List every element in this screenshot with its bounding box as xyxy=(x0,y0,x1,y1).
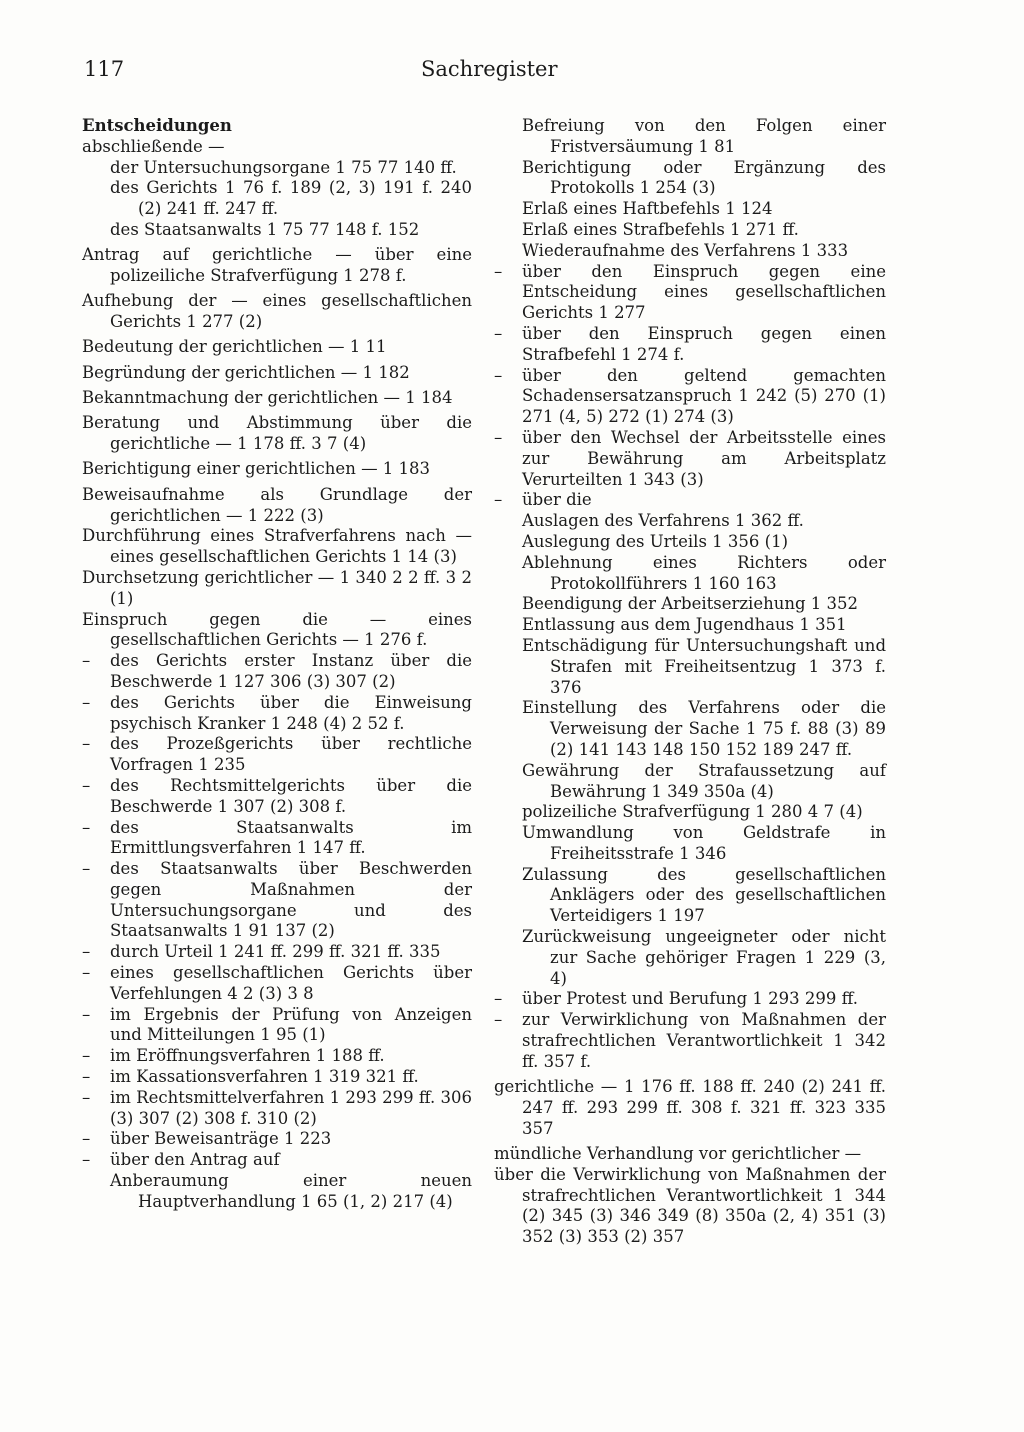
index-entry: Erlaß eines Strafbefehls 1 271 ff. xyxy=(522,219,799,239)
index-entry: – über den Antrag auf xyxy=(82,1150,472,1171)
index-entry: – über den Wechsel der Arbeitsstelle eines zur Bewährung am Arbeitsplatz Verurteilten 1 343 (3) xyxy=(494,428,886,490)
index-entry: Entlassung aus dem Jugendhaus 1 351 xyxy=(522,615,847,635)
index-entry: polizeiliche Strafverfügung 1 280 4 7 (4) xyxy=(522,802,863,822)
index-entry: Einstellung des Verfahrens oder die Verweisung der Sache 1 75 f. 88 (3) 89 (2) 141 143 148 150 152 189 247 ff. xyxy=(522,698,886,759)
index-entry: Erlaß eines Haftbefehls 1 124 xyxy=(522,199,773,219)
index-column-left xyxy=(82,116,472,1213)
index-entry: mündliche Verhandlung vor gerichtlicher — xyxy=(494,1144,862,1164)
index-entry: Berichtigung oder Ergänzung des Protokolls 1 254 (3) xyxy=(522,157,886,198)
index-entry: Zulassung des gesellschaftlichen Anklägers oder des gesellschaftlichen Verteidigers 1 197 xyxy=(522,864,886,926)
index-entry: Auslagen des Verfahrens 1 362 ff. xyxy=(522,511,804,531)
index-entry: – über den Einspruch gegen einen Strafbefehl 1 274 f. xyxy=(494,324,886,366)
index-entry: – im Rechtsmittelverfahren 1 293 299 ff. 306 (3) 307 (2) 308 f. 310 (2) xyxy=(82,1088,472,1130)
index-entry: – über die xyxy=(494,490,886,511)
index-entry: Durchsetzung gerichtlicher — 1 340 2 2 ff. 3 2 (1) xyxy=(82,567,472,608)
index-entry: Ablehnung eines Richters oder Protokollführers 1 160 163 xyxy=(522,552,886,593)
index-entry: Begründung der gerichtlichen — 1 182 xyxy=(82,362,410,382)
index-entry: Aufhebung der — eines gesellschaftlichen Gerichts 1 277 (2) xyxy=(82,291,472,332)
index-entry: Antrag auf gerichtliche — über eine polizeiliche Strafverfügung 1 278 f. xyxy=(82,245,472,286)
index-entry: – des Gerichts erster Instanz über die Beschwerde 1 127 306 (3) 307 (2) xyxy=(82,651,472,693)
index-entry: des Gerichts 1 76 f. 189 (2, 3) 191 f. 240 (2) 241 ff. 247 ff. xyxy=(110,178,472,219)
index-entry: – des Gerichts über die Einweisung psychisch Kranker 1 248 (4) 2 52 f. xyxy=(82,693,472,735)
index-entry: Beweisaufnahme als Grundlage der gerichtlichen — 1 222 (3) xyxy=(82,484,472,525)
index-entry: Beendigung der Arbeitserziehung 1 352 xyxy=(522,594,859,614)
index-entry: abschließende — xyxy=(82,136,225,156)
index-entry: – eines gesellschaftlichen Gerichts über Verfehlungen 4 2 (3) 3 8 xyxy=(82,963,472,1005)
index-entry: Bedeutung der gerichtlichen — 1 11 xyxy=(82,337,387,357)
index-entry: Entscheidungen xyxy=(82,116,232,135)
index-entry: – des Rechtsmittelgerichts über die Beschwerde 1 307 (2) 308 f. xyxy=(82,776,472,818)
page-number: 117 xyxy=(84,57,125,81)
index-entry: Befreiung von den Folgen einer Fristversäumung 1 81 xyxy=(522,116,886,156)
index-entry: – über den Einspruch gegen eine Entscheidung eines gesellschaftlichen Gerichts 1 277 xyxy=(494,262,886,324)
index-entry: Umwandlung von Geldstrafe in Freiheitsstrafe 1 346 xyxy=(522,823,886,863)
index-entry: gerichtliche — 1 176 ff. 188 ff. 240 (2) 241 ff. 247 ff. 293 299 ff. 308 f. 321 ff. 323 335 357 xyxy=(494,1077,886,1138)
index-entry: Gewährung der Strafaussetzung auf Bewährung 1 349 350a (4) xyxy=(522,760,886,801)
index-entry: Wiederaufnahme des Verfahrens 1 333 xyxy=(522,240,849,260)
index-entry: – im Eröffnungsverfahren 1 188 ff. xyxy=(82,1046,472,1067)
index-entry: – im Kassationsverfahren 1 319 321 ff. xyxy=(82,1067,472,1088)
index-entry: der Untersuchungsorgane 1 75 77 140 ff. xyxy=(110,157,457,177)
index-entry: – des Staatsanwalts über Beschwerden gegen Maßnahmen der Untersuchungsorgane und des Staatsanwalts 1 91 137 (2) xyxy=(82,859,472,942)
index-column-right xyxy=(494,116,886,1248)
index-entry: Bekanntmachung der gerichtlichen — 1 184 xyxy=(82,388,453,408)
index-entry: – des Staatsanwalts im Ermittlungsverfahren 1 147 ff. xyxy=(82,818,472,860)
index-entry: – über Protest und Berufung 1 293 299 ff. xyxy=(494,989,886,1010)
index-entry: Einspruch gegen die — eines gesellschaftlichen Gerichts — 1 276 f. xyxy=(82,609,472,650)
running-head: Sachregister xyxy=(421,57,558,81)
index-entry: Auslegung des Urteils 1 356 (1) xyxy=(522,531,789,551)
index-entry: – des Prozeßgerichts über rechtliche Vorfragen 1 235 xyxy=(82,734,472,776)
index-entry: Berichtigung einer gerichtlichen — 1 183 xyxy=(82,459,431,479)
index-entry: über die Verwirklichung von Maßnahmen der strafrechtlichen Verantwortlichkeit 1 344 (2) 345 (3) 346 349 (8) 350a (2, 4) 351 (3) 352 (3) 353 (2) 357 xyxy=(494,1164,886,1247)
index-entry: Beratung und Abstimmung über die gerichtliche — 1 178 ff. 3 7 (4) xyxy=(82,413,472,454)
index-entry: – durch Urteil 1 241 ff. 299 ff. 321 ff. 335 xyxy=(82,942,472,963)
index-entry: des Staatsanwalts 1 75 77 148 f. 152 xyxy=(110,219,420,239)
index-entry: – über Beweisanträge 1 223 xyxy=(82,1129,472,1150)
index-entry: Zurückweisung ungeeigneter oder nicht zur Sache gehöriger Fragen 1 229 (3, 4) xyxy=(522,927,886,988)
index-entry: Entschädigung für Untersuchungshaft und Strafen mit Freiheitsentzug 1 373 f. 376 xyxy=(522,635,886,697)
index-entry: Anberaumung einer neuen Hauptverhandlung 1 65 (1, 2) 217 (4) xyxy=(110,1171,472,1211)
index-entry: – zur Verwirklichung von Maßnahmen der strafrechtlichen Verantwortlichkeit 1 342 ff. 357 f. xyxy=(494,1010,886,1072)
index-entry: – im Ergebnis der Prüfung von Anzeigen und Mitteilungen 1 95 (1) xyxy=(82,1005,472,1047)
index-entry: Durchführung eines Strafverfahrens nach — eines gesellschaftlichen Gerichts 1 14 (3) xyxy=(82,526,472,567)
index-entry: – über den geltend gemachten Schadensersatzanspruch 1 242 (5) 270 (1) 271 (4, 5) 272 (1) 274 (3) xyxy=(494,366,886,428)
